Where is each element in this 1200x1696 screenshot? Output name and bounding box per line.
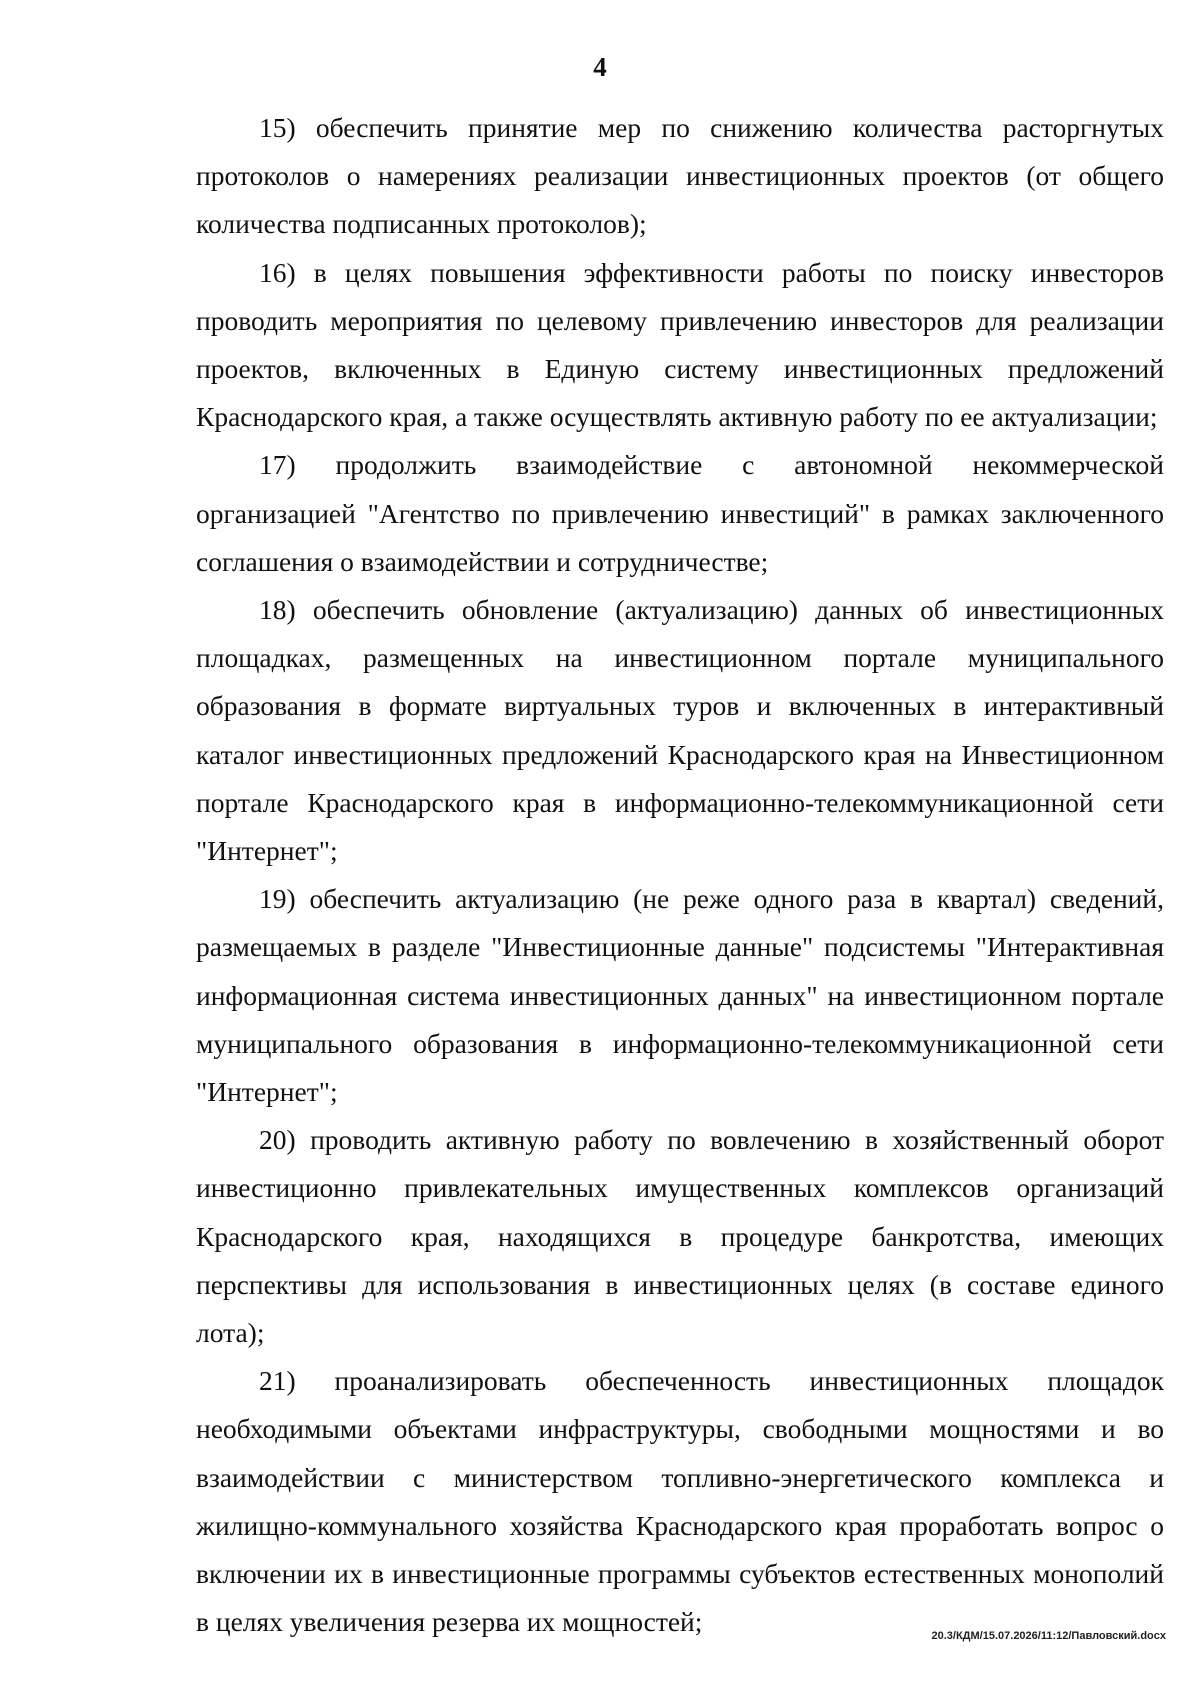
paragraph-item-19: 19) обеспечить актуализацию (не реже одного раза в квартал) сведений, размещаемых в разделе "Инвестиционные данные" подсистемы "Интерактивная информационная система инвестиционных данных" на инвестиционном портале муниципального образования в информационно-телекоммуникационной сети "Интернет"; [196,883,1164,1108]
document-file-reference: 20.3/КДМ/15.07.2026/11:12/Павловский.docx [931,1630,1166,1642]
paragraph-item-17: 17) продолжить взаимодействие с автономной некоммерческой организацией "Агентство по привлечению инвестиций" в рамках заключенного соглашения о взаимодействии и сотрудничестве; [196,449,1164,577]
paragraph-item-16: 16) в целях повышения эффективности работы по поиску инвесторов проводить мероприятия по целевому привлечению инвесторов для реализации проектов, включенных в Единую систему инвестиционных предложений Краснодарского края, а также осуществлять активную работу по ее актуализации; [196,256,1164,433]
paragraph-item-20: 20) проводить активную работу по вовлечению в хозяйственный оборот инвестиционно привлекательных имущественных комплексов организаций Краснодарского края, находящихся в процедуре банкротства, имеющих перспективы для использования в инвестиционных целях (в составе единого лота); [196,1124,1164,1349]
paragraph-item-21: 21) проанализировать обеспеченность инвестиционных площадок необходимыми объектами инфраструктуры, свободными мощностями и во взаимодействии с министерством топливно-энергетического комплекса и жилищно-коммунального хозяйства Краснодарского края проработать вопрос о включении их в инвестиционные программы субъектов естественных монополий в целях увеличения резерва их мощностей; [196,1365,1164,1638]
paragraph-item-18: 18) обеспечить обновление (актуализацию) данных об инвестиционных площадках, размещенных на инвестиционном портале муниципального образования в формате виртуальных туров и включенных в интерактивный каталог инвестиционных предложений Краснодарского края на Инвестиционном портале Краснодарского края в информационно-телекоммуникационной сети "Интернет"; [196,594,1164,867]
page-number: 4 [593,52,607,82]
paragraph-item-15: 15) обеспечить принятие мер по снижению количества расторгнутых протоколов о намерениях реализации инвестиционных проектов (от общего количества подписанных протоколов); [196,112,1164,240]
document-body [196,104,1164,1647]
